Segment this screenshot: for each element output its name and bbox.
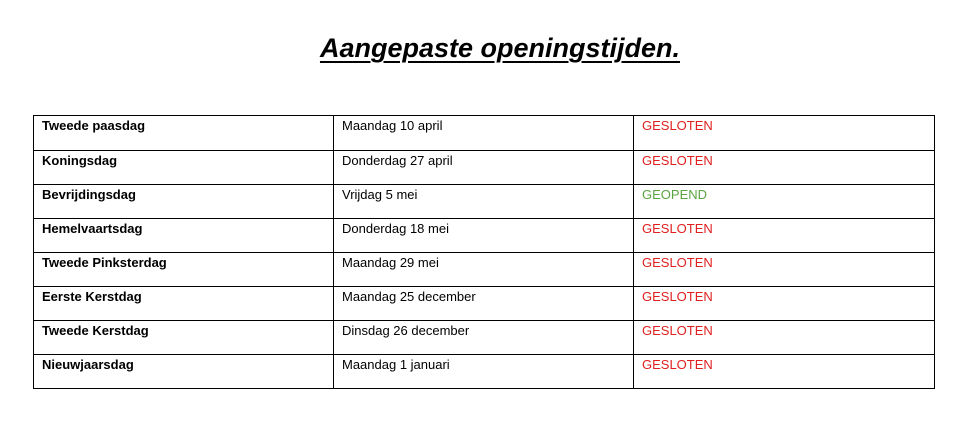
status-badge: GESLOTEN	[634, 253, 935, 287]
table-row	[34, 116, 935, 151]
table-row	[34, 355, 935, 389]
holiday-date: Donderdag 18 mei	[334, 219, 634, 253]
holiday-name: Tweede paasdag	[34, 116, 334, 151]
table-row	[34, 219, 935, 253]
table-row	[34, 185, 935, 219]
status-badge: GESLOTEN	[634, 321, 935, 355]
holiday-date: Maandag 25 december	[334, 287, 634, 321]
holiday-name: Koningsdag	[34, 151, 334, 185]
opening-hours-table	[33, 115, 935, 389]
table-row	[34, 287, 935, 321]
status-badge: GESLOTEN	[634, 151, 935, 185]
holiday-date: Maandag 1 januari	[334, 355, 634, 389]
status-badge: GESLOTEN	[634, 355, 935, 389]
holiday-date: Donderdag 27 april	[334, 151, 634, 185]
status-badge: GESLOTEN	[634, 219, 935, 253]
status-badge: GEOPEND	[634, 185, 935, 219]
holiday-date: Dinsdag 26 december	[334, 321, 634, 355]
holiday-name: Hemelvaartsdag	[34, 219, 334, 253]
holiday-date: Maandag 10 april	[334, 116, 634, 151]
table-row	[34, 253, 935, 287]
status-badge: GESLOTEN	[634, 116, 935, 151]
holiday-date: Maandag 29 mei	[334, 253, 634, 287]
holiday-date: Vrijdag 5 mei	[334, 185, 634, 219]
table-row	[34, 151, 935, 185]
page-title: Aangepaste openingstijden.	[319, 33, 681, 63]
table-row	[34, 321, 935, 355]
holiday-name: Bevrijdingsdag	[34, 185, 334, 219]
holiday-name: Tweede Pinksterdag	[34, 253, 334, 287]
holiday-name: Nieuwjaarsdag	[34, 355, 334, 389]
holiday-name: Tweede Kerstdag	[34, 321, 334, 355]
holiday-name: Eerste Kerstdag	[34, 287, 334, 321]
status-badge: GESLOTEN	[634, 287, 935, 321]
